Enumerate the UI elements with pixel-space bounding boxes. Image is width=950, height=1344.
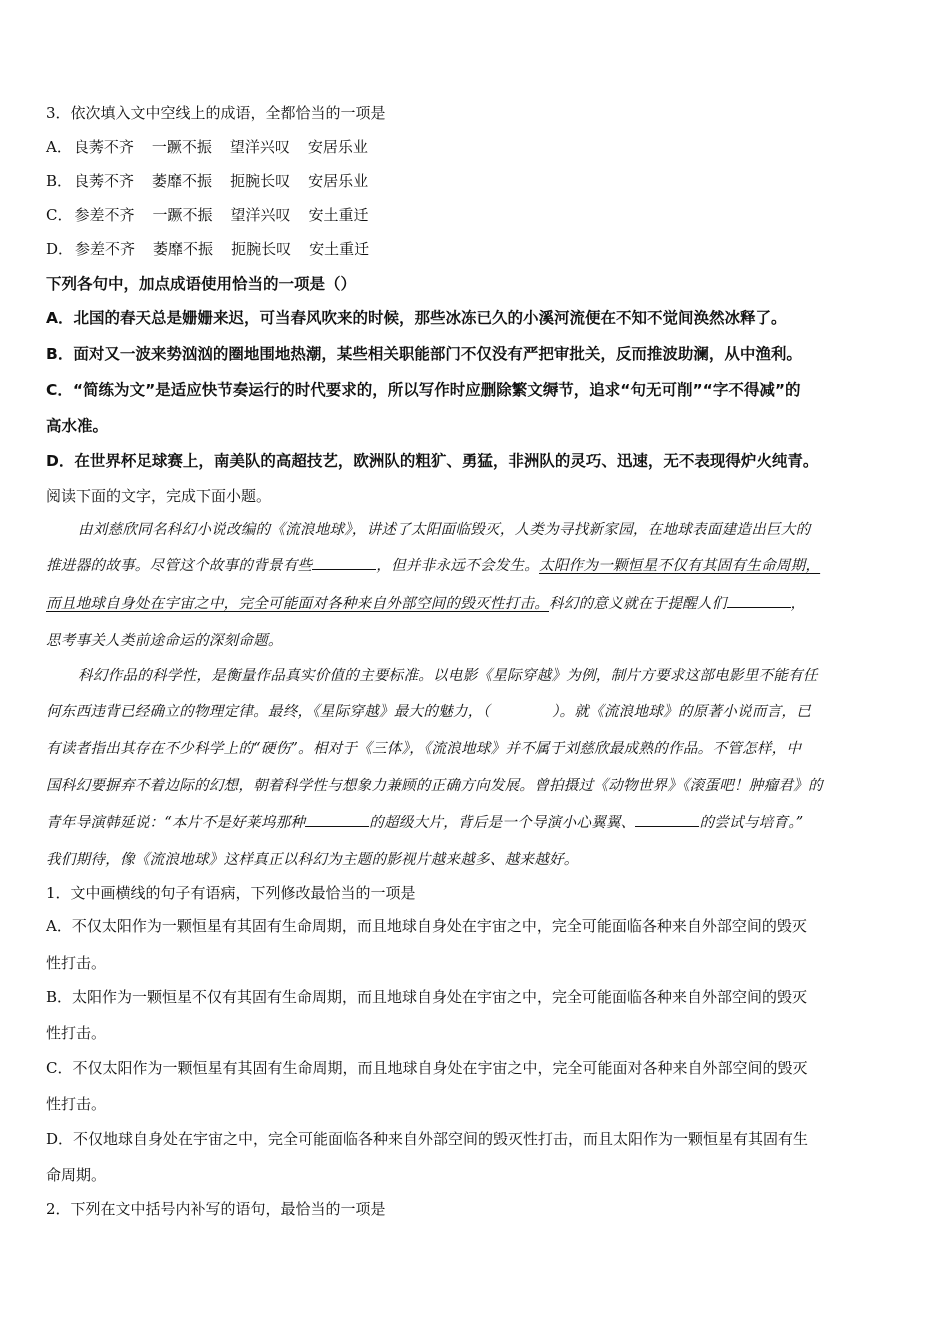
- idiom-question-stem: 下列各句中，加点成语使用恰当的一项是（）: [46, 275, 357, 293]
- fill-blank: [727, 595, 791, 608]
- passage-p1-line4: 思考事关人类前途命运的深刻命题。: [46, 632, 283, 649]
- idiom-option-c-line1: C．“简练为文”是适应快节奏运行的时代要求的，所以写作时应删除繁文缛节，追求“句无可削”“字不得减”的: [46, 381, 801, 399]
- q2-stem: 2．下列在文中括号内补写的语句，最恰当的一项是: [46, 1200, 386, 1218]
- q1-option-a-line2: 性打击。: [46, 954, 107, 972]
- idiom-option-a: A．北国的春天总是姗姗来迟，可当春风吹来的时候，那些冰冻已久的小溪河流便在不知不觉间涣然冰释了。: [46, 309, 787, 327]
- idiom-option-d: D．在世界杯足球赛上，南美队的高超技艺，欧洲队的粗犷、勇猛，非洲队的灵巧、迅速，无不表现得炉火纯青。: [46, 452, 819, 470]
- q1-option-b-line2: 性打击。: [46, 1024, 107, 1042]
- reading-intro: 阅读下面的文字，完成下面小题。: [46, 487, 272, 505]
- q3-option-a: A． 良莠不齐 一蹶不振 望洋兴叹 安居乐业: [46, 138, 368, 156]
- q3-stem: 3．依次填入文中空线上的成语，全都恰当的一项是: [46, 104, 386, 122]
- passage-p2-line6: 我们期待，像《流浪地球》这样真正以科幻为主题的影视片越来越多、越来越好。: [46, 851, 579, 868]
- fill-blank: [305, 814, 369, 827]
- q1-option-b-line1: B．太阳作为一颗恒星不仅有其固有生命周期，而且地球自身处在宇宙之中，完全可能面临各种来自外部空间的毁灭: [46, 988, 808, 1006]
- q1-option-d-line2: 命周期。: [46, 1166, 107, 1184]
- idiom-option-b: B．面对又一波来势汹汹的圈地围地热潮，某些相关职能部门不仅没有严把审批关，反而推波助澜，从中渔利。: [46, 345, 802, 363]
- q1-option-c-line1: C．不仅太阳作为一颗恒星有其固有生命周期，而且地球自身处在宇宙之中，完全可能面对各种来自外部空间的毁灭: [46, 1059, 808, 1077]
- fill-blank: [312, 557, 376, 570]
- q1-option-d-line1: D．不仅地球自身处在宇宙之中，完全可能面临各种来自外部空间的毁灭性打击，而且太阳作为一颗恒星有其固有生: [46, 1130, 809, 1148]
- passage-p1-line3: 而且地球自身处在宇宙之中，完全可能面对各种来自外部空间的毁灭性打击。科幻的意义就在于提醒人们 ，: [46, 595, 806, 612]
- underlined-sentence: 太阳作为一颗恒星不仅有其固有生命周期，: [539, 557, 821, 574]
- q1-option-a-line1: A．不仅太阳作为一颗恒星有其固有生命周期，而且地球自身处在宇宙之中，完全可能面临各种来自外部空间的毁灭: [46, 917, 807, 935]
- passage-p2-line1: 科幻作品的科学性，是衡量作品真实价值的主要标准。以电影《星际穿越》为例，制片方要求这部电影里不能有任: [78, 667, 818, 684]
- passage-p1-line1: 由刘慈欣同名科幻小说改编的《流浪地球》，讲述了太阳面临毁灭，人类为寻找新家园，在地球表面建造出巨大的: [78, 521, 811, 538]
- idiom-option-c-line2: 高水准。: [46, 417, 109, 435]
- passage-p2-line5: 青年导演韩延说：“本片不是好莱坞那种 的超级大片，背后是一个导演小心翼翼、 的尝试与培育。”: [46, 814, 804, 831]
- passage-p2-line3: 有读者指出其存在不少科学上的“硬伤”。相对于《三体》，《流浪地球》并不属于刘慈欣最成熟的作品。不管怎样，中: [46, 740, 802, 757]
- q1-option-c-line2: 性打击。: [46, 1095, 107, 1113]
- passage-p2-line4: 国科幻要摒弃不着边际的幻想，朝着科学性与想象力兼顾的正确方向发展。曾拍摄过《动物世界》《滚蛋吧！肿瘤君》的: [46, 777, 823, 794]
- fill-blank: [635, 814, 699, 827]
- q3-option-c: C． 参差不齐 一蹶不振 望洋兴叹 安土重迁: [46, 206, 369, 224]
- q1-stem: 1．文中画横线的句子有语病，下列修改最恰当的一项是: [46, 884, 416, 902]
- underlined-sentence: 而且地球自身处在宇宙之中，完全可能面对各种来自外部空间的毁灭性打击。: [46, 595, 549, 612]
- q3-option-b: B． 良莠不齐 萎靡不振 扼腕长叹 安居乐业: [46, 172, 369, 190]
- passage-p1-line2: 推进器的故事。尽管这个故事的背景有些 ，但并非永远不会发生。太阳作为一颗恒星不仅有其固有生命周期，: [46, 557, 821, 574]
- passage-p2-line2: 何东西违背已经确立的物理定律。最终，《星际穿越》最大的魅力，（ ）。就《流浪地球》的原著小说而言，已: [46, 703, 812, 720]
- q3-option-d: D． 参差不齐 萎靡不振 扼腕长叹 安土重迁: [46, 240, 370, 258]
